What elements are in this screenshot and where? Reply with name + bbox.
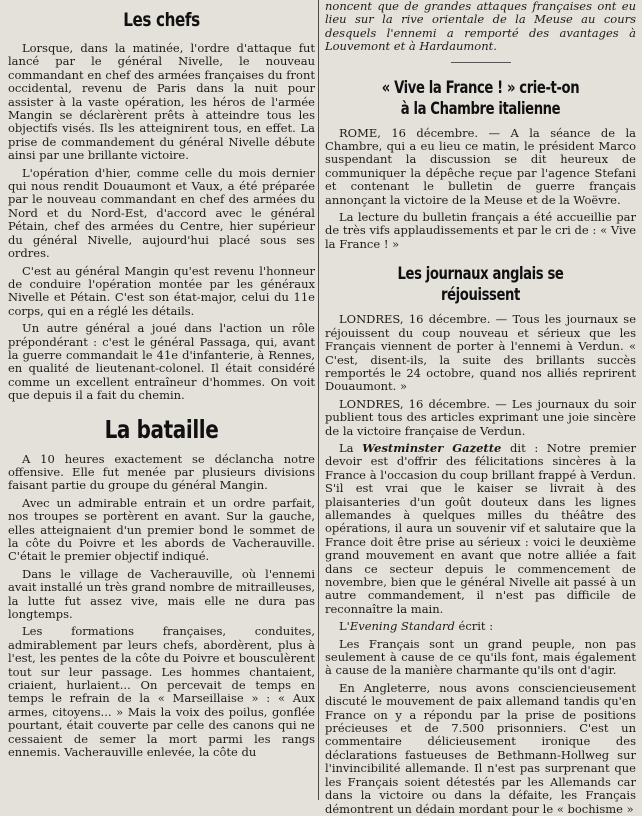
evening-standard-name: Evening Standard xyxy=(349,619,455,634)
heading-journaux-anglais: Les journaux anglais se réjouissent xyxy=(397,264,564,305)
evening-paragraph-1: Les Français sont un grand peuple, non pas seulement à cause de ce qu'ils font, mais également à cause de la manière charmante qu'ils ont d'agir. xyxy=(325,636,636,678)
italie-paragraph-1-text: — A la séance de la Chambre, qui a eu lieu ce matin, le président Marco suspendant la discussion se dit heureux de communiquer la dépêche reçue par l'agence Stefani et contenant le bulletin de guerre français annonçant la victoire de la Meuse et de la Woëvre. xyxy=(325,125,636,207)
heading-la-bataille: La bataille xyxy=(104,414,219,444)
anglais-paragraph-1-text: — Tous les journaux se réjouissent du coup nouveau et sérieux que les Français viennent de porter à l'ennemi à Verdun. « C'est, disent-ils, la suite des brillants succès remportés le 24 octobre, quand nos alliés reprirent Douaumont. » xyxy=(325,312,636,394)
right-column xyxy=(325,0,636,816)
westminster-text: dit : Notre premier devoir est d'offrir des félicitations sincères à la France à l'occasion du coup brillant frappé à Verdun. S'il est vrai que le kaiser se livrait à des plaisanteries d'un goût douteux dans les lignes allemandes à quelques milles du théâtre des opérations, il aura un souvenir vif et salutaire que la France doit être prise au sérieux : voici le deuxième grand mouvement en avant que notre alliée a fait dans ce secteur depuis le commencement de novembre, bien que le général Nivelle ait passé à un autre commandement, il n'est pas difficile de reconnaître la main. xyxy=(325,440,636,616)
chefs-paragraph-3: C'est au général Mangin qu'est revenu l'honneur de conduire l'opération montée par les généraux Nivelle et Pétain. C'est son état-major, celui du 11e corps, qui en a réglé les détails. xyxy=(8,263,315,318)
anglais-paragraph-2 xyxy=(325,398,636,438)
anglais-paragraph-2-text: — Les journaux du soir publient tous des articles exprimant une joie sincère de la victoire française de Verdun. xyxy=(325,396,636,438)
evening-intro-article: L' xyxy=(339,619,350,634)
westminster-gazette-name: Westminster Gazette xyxy=(362,440,502,455)
column-rule xyxy=(318,0,319,800)
italie-paragraph-2: La lecture du bulletin français a été accueillie par de très vifs applaudissements et par le cri de : « Vive la France ! » xyxy=(325,210,636,251)
heading-chambre-italienne: à la Chambre italienne xyxy=(400,98,561,118)
evening-standard-intro xyxy=(325,620,636,633)
heading-vive-la-france: « Vive la France ! » crie-t-on xyxy=(381,77,580,97)
bataille-paragraph-4: Les formations françaises, conduites, admirablement par leurs chefs, abordèrent, plus à l'est, les pentes de la côte du Poivre et bousculèrent tout sur leur passage. Les hommes chantaient, criaient, hurlaient... On percevait de temps en temps le refrain de la « Marseillaise » : « Aux armes, citoyens... » Mais la voix des poilus, gonflée pourtant, était couverte par celle des canons qui ne cessaient de semer la mort parmi les rangs ennemis. Vacherauville enlevée, la côte du xyxy=(8,624,315,760)
westminster-intro: La xyxy=(339,440,363,455)
chefs-paragraph-1: Lorsque, dans la matinée, l'ordre d'attaque fut lancé par le général Nivelle, le nouveau commandant en chef des armées françaises du front occidental, revenu de Paris dans la nuit pour assister à la vaste opération, les héros de l'armée Mangin se déclarèrent prêts à atteindre tous les objectifs visés. Ils les atteignirent tous, en effet. La prise de commandement du général Nivelle débute ainsi par une brillante victoire. xyxy=(8,41,315,163)
italie-paragraph-1 xyxy=(325,127,636,207)
bataille-paragraph-2: Avec un admirable entrain et un ordre parfait, nos troupes se portèrent en avant. Sur la gauche, elles atteignaient d'un premier bond le sommet de la côte du Poivre et les abords de Vacherauville. C'était le premier objectif indiqué. xyxy=(8,495,315,564)
bataille-paragraph-1: A 10 heures exactement se déclancha notre offensive. Elle fut menée par plusieurs divisions faisant partie du groupe du général Mangin. xyxy=(8,451,315,493)
chefs-paragraph-2: L'opération d'hier, comme celle du mois dernier qui nous rendit Douaumont et Vaux, a été préparée par le nouveau commandant en chef des armées du Nord et du Nord-Est, d'accord avec le général Pétain, chef des armées du Centre, hier supérieur du général Nivelle, aujourd'hui placé sous ses ordres. xyxy=(8,165,315,261)
bataille-paragraph-3: Dans le village de Vacherauville, où l'ennemi avait installé un très grand nombre de mitrailleuses, la lutte fut assez vive, mais elle ne dura pas longtemps. xyxy=(8,566,315,622)
continued-italic-text xyxy=(325,0,636,54)
anglais-paragraph-1 xyxy=(325,313,636,393)
evening-paragraph-2: En Angleterre, nous avons consciencieusement discuté le mouvement de paix allemand tandis qu'en France on y a répondu par la prise de positions précieuses et de 7.500 prisonniers. C'est un commentaire délicieusement ironique des déclarations fastueuses de Bethmann-Hollweg sur l'invincibilité allemande. Il n'est pas surprenant que les Français soient détestés par les Allemands car dans la victoire ou dans la défaite, les Français démontrent un dédain mordant pour le « bochisme » xyxy=(325,680,636,816)
continued-paragraph: noncent que de grandes attaques françaises ont eu lieu sur la rive orientale de la Meuse au cours desquels l'ennemi a remporté des avantages à Louvemont et à Hardaumont. xyxy=(325,0,636,54)
westminster-paragraph xyxy=(325,442,636,616)
heading-les-chefs: Les chefs xyxy=(123,9,200,31)
dateline-rome: ROME, 16 décembre. xyxy=(339,125,479,140)
evening-intro-text: écrit : xyxy=(454,619,494,634)
section-separator xyxy=(451,62,511,63)
left-column xyxy=(8,0,315,800)
dateline-londres-1: LONDRES, 16 décembre. xyxy=(339,312,491,327)
chefs-paragraph-4: Un autre général a joué dans l'action un rôle prépondérant : c'est le général Passaga, qui, avant la guerre commandait le 41e d'infanterie, à Rennes, en qualité de lieutenant-colonel. Il était considéré comme un excellent entraîneur d'hommes. On voit que depuis il a fait du chemin. xyxy=(8,321,315,403)
dateline-londres-2: LONDRES, 16 décembre. xyxy=(339,396,491,411)
